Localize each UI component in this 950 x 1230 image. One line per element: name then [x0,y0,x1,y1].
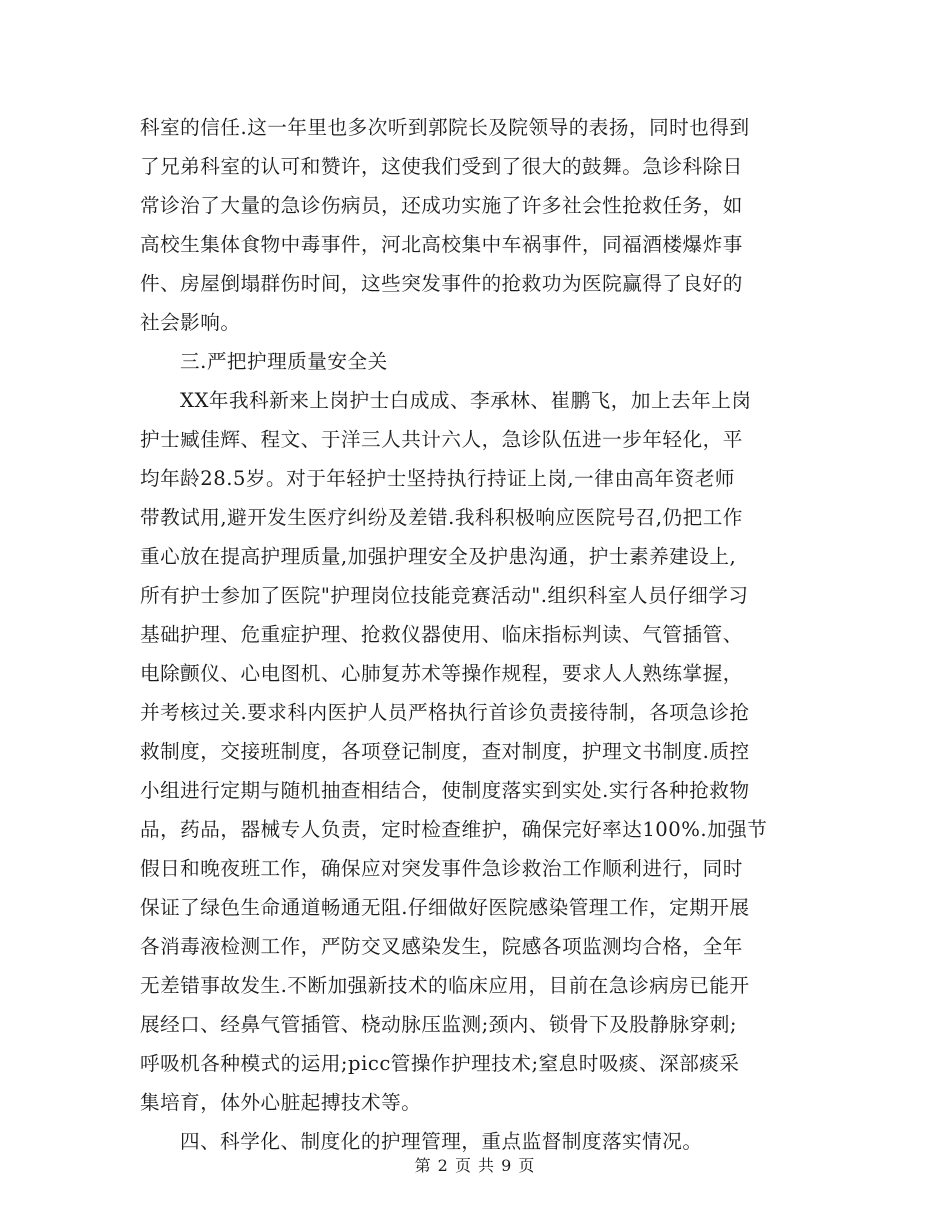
text-line: 三.严把护理质量安全关 [180,350,388,373]
text-line: 科室的信任.这一年里也多次听到郭院长及院领导的表扬，同时也得到 [140,116,750,139]
text-line: 呼吸机各种模式的运用;picc管操作护理技术;窒息时吸痰、深部痰采 [140,1052,740,1075]
text-line: 均年龄28.5岁。对于年轻护士坚持执行持证上岗,一律由高年资老师 [140,467,735,490]
text-line: 常诊治了大量的急诊伤病员，还成功实施了许多社会性抢救任务，如 [140,194,743,217]
text-line: 电除颤仪、心电图机、心肺复苏术等操作规程，要求人人熟练掌握， [140,662,743,685]
text-line: XX年我科新来上岗护士白成成、李承林、崔鹏飞，加上去年上岗 [180,389,752,412]
text-line: 了兄弟科室的认可和赞许，这使我们受到了很大的鼓舞。急诊科除日 [140,155,743,178]
text-line: 展经口、经鼻气管插管、桡动脉压监测;颈内、锁骨下及股静脉穿刺; [140,1013,737,1036]
text-line: 件、房屋倒塌群伤时间，这些突发事件的抢救功为医院赢得了良好的 [140,272,743,295]
text-line: 无差错事故发生.不断加强新技术的临床应用，目前在急诊病房已能开 [140,974,750,997]
text-line: 带教试用,避开发生医疗纠纷及差错.我科积极响应医院号召,仍把工作 [140,506,743,529]
text-line: 所有护士参加了医院"护理岗位技能竞赛活动".组织科室人员仔细学习 [140,584,749,607]
text-line: 并考核过关.要求科内医护人员严格执行首诊负责接待制，各项急诊抢 [140,701,750,724]
text-line: 高校生集体食物中毒事件，河北高校集中车祸事件，同福酒楼爆炸事 [140,233,743,256]
document-body [140,108,800,1161]
text-line: 品，药品，器械专人负责，定时检查维护，确保完好率达100%.加强节 [140,818,768,841]
text-line: 社会影响。 [140,311,241,334]
text-line: 基础护理、危重症护理、抢救仪器使用、临床指标判读、气管插管、 [140,623,743,646]
text-line: 护士臧佳辉、程文、于洋三人共计六人，急诊队伍进一步年轻化，平 [140,428,743,451]
text-line: 小组进行定期与随机抽查相结合，使制度落实到实处.实行各种抢救物 [140,779,750,802]
text-line: 保证了绿色生命通道畅通无阻.仔细做好医院感染管理工作，定期开展 [140,896,750,919]
text-line: 四、科学化、制度化的护理管理，重点监督制度落实情况。 [180,1130,703,1153]
text-line: 重心放在提高护理质量,加强护理安全及护患沟通，护士素养建设上, [140,545,737,568]
text-line: 救制度，交接班制度，各项登记制度，查对制度，护理文书制度.质控 [140,740,750,763]
text-line: 假日和晚夜班工作，确保应对突发事件急诊救治工作顺利进行，同时 [140,857,743,880]
text-line: 各消毒液检测工作，严防交叉感染发生，院感各项监测均合格，全年 [140,935,743,958]
text-line: 集培育，体外心脏起搏技术等。 [140,1091,422,1114]
page-footer: 第 2 页 共 9 页 [414,1156,536,1175]
